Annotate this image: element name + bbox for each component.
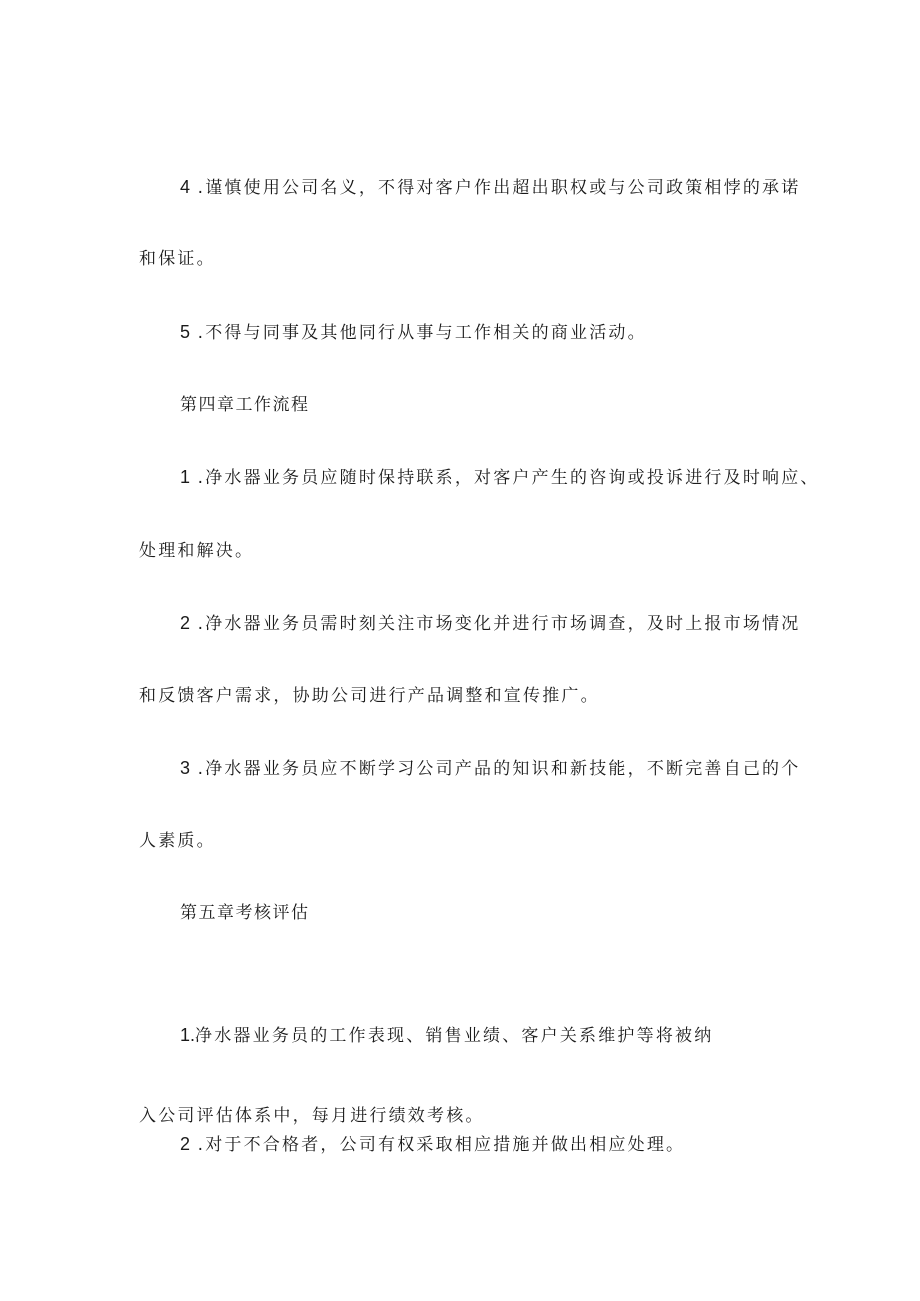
paragraph-item-1-line-2 xyxy=(139,540,254,562)
paragraph-text: 人素质。 xyxy=(139,831,216,851)
paragraph-item-4-line-2 xyxy=(139,248,216,270)
paragraph-text: 和反馈客户需求，协助公司进行产品调整和宣传推广。 xyxy=(139,686,600,706)
item-number: 3 xyxy=(180,758,191,778)
paragraph-item-3-line-2 xyxy=(139,830,216,852)
paragraph-text: 处理和解决。 xyxy=(139,541,255,561)
item-number: 1. xyxy=(180,1025,196,1045)
paragraph-text: 对于不合格者，公司有权采取相应措施并做出相应处理。 xyxy=(205,1135,686,1155)
paragraph-text: 谨慎使用公司名义，不得对客户作出超出职权或与公司政策相悖的承诺 xyxy=(205,178,801,198)
paragraph-eval-1-line-2 xyxy=(139,1105,485,1127)
paragraph-text: 入公司评估体系中，每月进行绩效考核。 xyxy=(139,1106,485,1126)
item-separator: . xyxy=(190,759,206,779)
paragraph-text: 不得与同事及其他同行从事与工作相关的商业活动。 xyxy=(205,323,647,343)
chapter-heading-4 xyxy=(180,394,310,416)
heading-text: 第五章考核评估 xyxy=(180,903,310,923)
item-separator: . xyxy=(190,323,206,343)
item-number: 2 xyxy=(180,1134,191,1154)
item-separator: . xyxy=(190,614,206,634)
paragraph-text: 和保证。 xyxy=(139,249,216,269)
paragraph-item-5 xyxy=(180,321,647,344)
paragraph-item-4-line-1 xyxy=(180,176,800,199)
paragraph-item-2-line-2 xyxy=(139,685,600,707)
paragraph-text: 净水器业务员应随时保持联系，对客户产生的咨询或投诉进行及时响应、 xyxy=(205,468,820,488)
paragraph-item-1-line-1 xyxy=(180,466,820,489)
item-separator: . xyxy=(190,468,206,488)
item-number: 4 xyxy=(180,177,191,197)
paragraph-text: 净水器业务员的工作表现、销售业绩、客户关系维护等将被纳 xyxy=(195,1026,714,1046)
heading-text: 第四章工作流程 xyxy=(180,395,310,415)
paragraph-item-2-line-1 xyxy=(180,612,800,635)
paragraph-text: 净水器业务员需时刻关注市场变化并进行市场调查，及时上报市场情况 xyxy=(205,614,801,634)
item-separator: . xyxy=(190,1135,206,1155)
paragraph-item-3-line-1 xyxy=(180,757,800,780)
paragraph-eval-2 xyxy=(180,1133,685,1156)
paragraph-text: 净水器业务员应不断学习公司产品的知识和新技能，不断完善自己的个 xyxy=(205,759,801,779)
item-separator: . xyxy=(190,178,206,198)
item-number: 2 xyxy=(180,613,191,633)
chapter-heading-5 xyxy=(180,902,310,924)
paragraph-eval-1-line-1 xyxy=(180,1024,713,1047)
item-number: 1 xyxy=(180,467,191,487)
item-number: 5 xyxy=(180,322,191,342)
